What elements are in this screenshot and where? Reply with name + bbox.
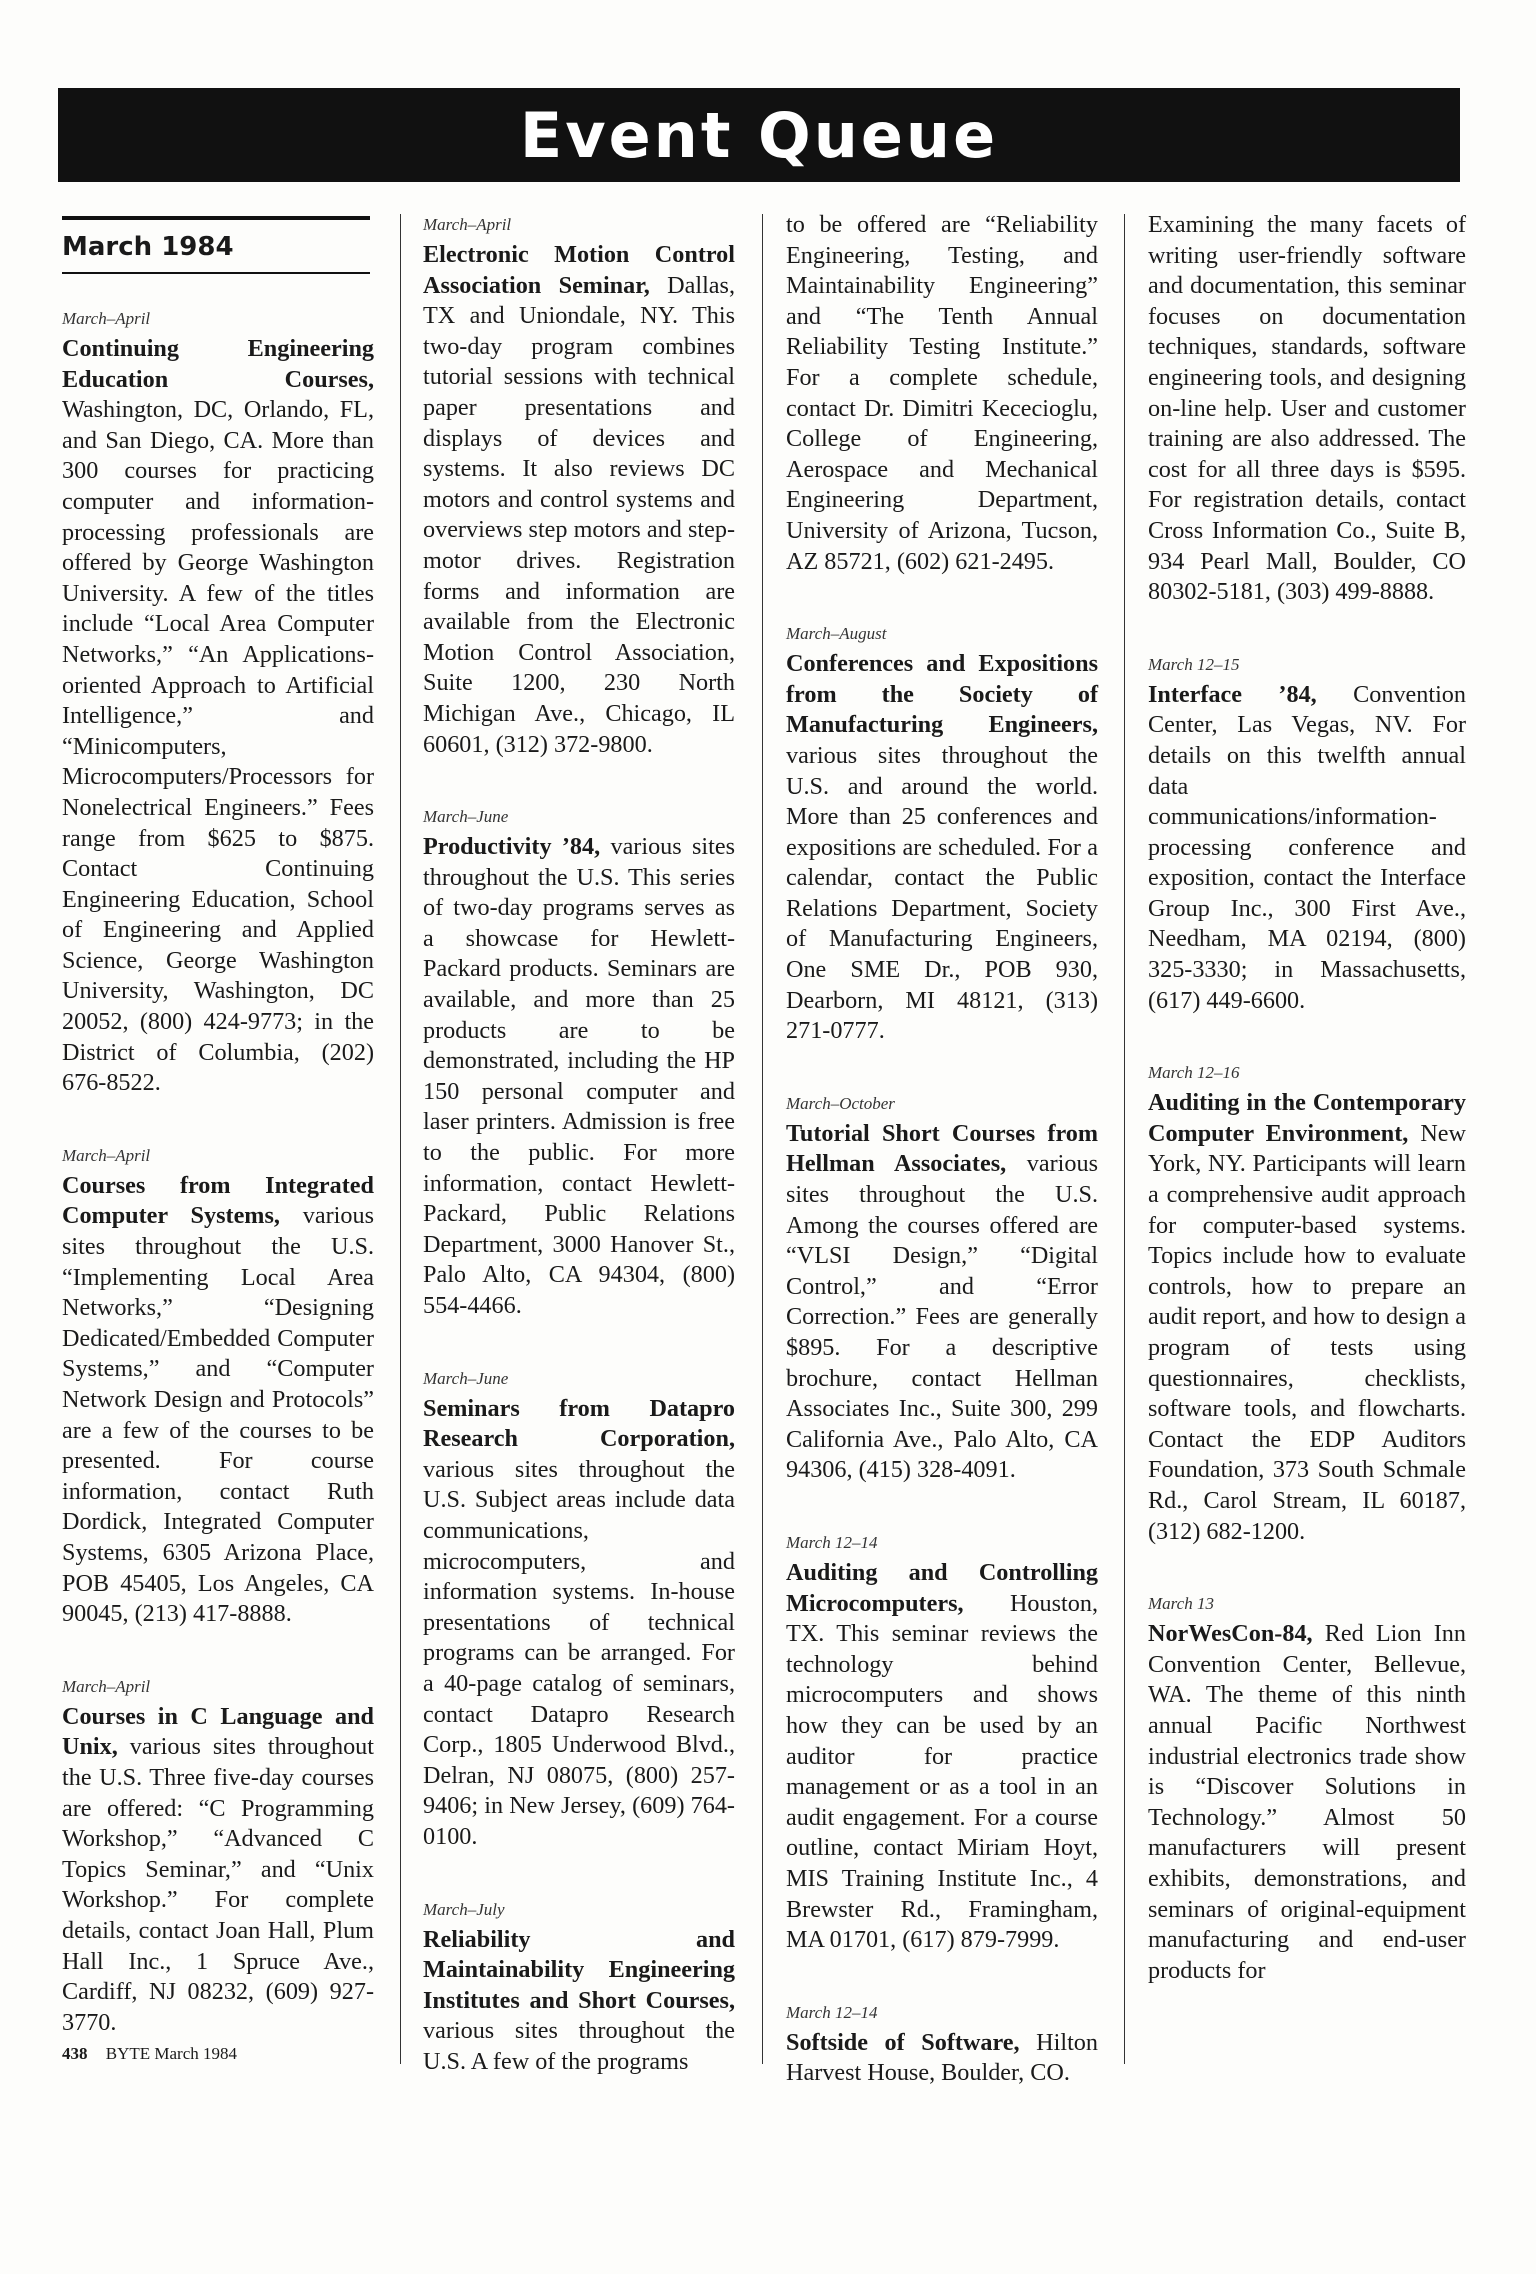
event-text — [62, 1702, 374, 2039]
event-body: Convention Center, Las Vegas, NV. For details on this twelfth annual data communications/information-processing conference and exposition, contact the Interface Group Inc., 300 First Ave., Needham, MA 02194, (800) 325-3330; in Massachusetts, (617) 449-6600. — [1148, 680, 1466, 1014]
event-body: various sites throughout the U.S. A few of the programs — [423, 2017, 735, 2075]
event-title: Courses in C Language and Unix, — [62, 1702, 374, 1761]
column-divider — [400, 214, 401, 2064]
event-body: New York, NY. Participants will learn a comprehensive audit approach for computer-based systems. Topics include how to evaluate controls, how to prepare an audit report, and how to design a program of tests using questionnaires, checklists, software tools, and flowcharts. Contact the EDP Auditors Foundation, 373 South Schmale Rd., Carol Stream, IL 60187, (312) 682-1200. — [1148, 1119, 1466, 1545]
event-date: March 12–14 — [786, 1532, 878, 1552]
event-entry — [423, 214, 735, 760]
event-text — [423, 240, 735, 760]
event-date: March–April — [62, 309, 151, 328]
event-text — [423, 1925, 735, 2078]
event-text — [1148, 680, 1466, 1017]
event-title: Productivity ’84, — [423, 833, 601, 861]
event-date: March–June — [423, 807, 509, 827]
column-divider — [762, 214, 763, 2064]
event-entry — [1148, 1062, 1466, 1547]
event-title: NorWesCon-84, — [1148, 1620, 1313, 1648]
event-body: Examining the many facets of writing user-friendly software and documentation, this seminar focuses on documentation techniques, standards, software engineering tools, and designing on-line help. User and customer training are also addressed. The cost for all three days is $595. For registration details, contact Cross Information Co., Suite B, 934 Pearl Mall, Boulder, CO 80302-5181, (303) 499-8888. — [1148, 211, 1466, 606]
event-entry — [62, 308, 374, 1099]
event-body: to be offered are “Reliability Engineering, Testing, and Maintainability Engineering” and “The Tenth Annual Reliability Testing Institute.” For a complete schedule, contact Dr. Dimitri Kececioglu, College of Engineering, Aerospace and Mechanical Engineering Department, University of Arizona, Tucson, AZ 85721, (602) 621-2495. — [786, 211, 1098, 575]
event-body: various sites throughout the U.S. Subject areas include data communications, microcomputers, and information systems. In-house presentations of technical programs can be arranged. For a 40-page catalog of seminars, contact Datapro Research Corp., 1805 Underwood Blvd., Delran, NJ 08075, (800) 257-9406; in New Jersey, (609) 764-0100. — [423, 1455, 735, 1850]
event-entry — [423, 1368, 735, 1853]
event-title: Auditing in the Contemporary Computer Environment, — [1148, 1089, 1466, 1147]
event-text — [62, 334, 374, 1099]
event-entry — [423, 1899, 735, 2078]
event-entry — [62, 1145, 374, 1630]
event-text — [786, 210, 1098, 577]
event-text — [1148, 1088, 1466, 1547]
event-date: March–April — [423, 215, 512, 234]
event-entry — [786, 623, 1098, 1047]
event-body: Hilton Harvest House, Boulder, CO. — [786, 2028, 1098, 2087]
issue-heading: March 1984 — [62, 216, 370, 274]
event-entry — [1148, 210, 1466, 608]
event-text — [786, 1558, 1098, 1956]
banner-title: Event Queue — [519, 98, 999, 172]
event-title: Interface ’84, — [1148, 680, 1317, 708]
column-divider — [1124, 214, 1125, 2064]
event-entry — [786, 2002, 1098, 2089]
event-entry — [62, 1676, 374, 2039]
event-text — [1148, 210, 1466, 608]
event-text — [786, 649, 1098, 1047]
event-text — [786, 1119, 1098, 1486]
event-title: Seminars from Datapro Research Corporation, — [423, 1394, 735, 1453]
event-title: Electronic Motion Control Association Seminar, — [423, 241, 735, 299]
event-text — [62, 1171, 374, 1630]
event-entry — [786, 1093, 1098, 1486]
event-date: March 12–16 — [1148, 1063, 1240, 1083]
event-text — [423, 832, 735, 1322]
event-text — [786, 2028, 1098, 2089]
page-banner — [58, 88, 1460, 182]
column-3 — [786, 210, 1098, 2270]
event-date: March 12–15 — [1148, 654, 1240, 674]
event-body: Houston, TX. This seminar reviews the technology behind microcomputers and shows how they can be used by an auditor for practice management or as a tool in an audit engagement. For a course outline, contact Miriam Hoyt, MIS Training Institute Inc., 4 Brewster Rd., Framingham, MA 01701, (617) 879-7999. — [786, 1589, 1098, 1954]
event-date: March–June — [423, 1368, 509, 1388]
event-date: March–April — [62, 1145, 151, 1165]
event-entry — [423, 806, 735, 1322]
column-4 — [1148, 210, 1466, 2270]
event-body: Dallas, TX and Uniondale, NY. This two-day program combines tutorial sessions with technical paper presentations and displays of devices and systems. It also reviews DC motors and control systems and overviews step motors and step-motor drives. Registration forms and information are available from the Electronic Motion Control Association, Suite 1200, 230 North Michigan Ave., Chicago, IL 60601, (312) 372-9800. — [423, 271, 736, 758]
event-text — [423, 1394, 735, 1853]
column-1 — [62, 308, 374, 2068]
page-footer — [62, 2044, 237, 2064]
event-date: March–August — [786, 624, 887, 644]
event-title: Tutorial Short Courses from Hellman Associates, — [786, 1119, 1098, 1178]
event-title: Continuing Engineering Education Courses, — [62, 335, 374, 393]
event-entry — [786, 210, 1098, 577]
event-title: Auditing and Controlling Microcomputers, — [786, 1558, 1098, 1617]
event-date: March–July — [423, 1899, 505, 1919]
page-number: 438 — [62, 2044, 88, 2063]
column-2 — [423, 214, 735, 2274]
event-date: March 12–14 — [786, 2002, 878, 2022]
event-body: various sites throughout the U.S. Among the courses offered are “VLSI Design,” “Digital Control,” and “Error Correction.” Fees are generally $895. For a descriptive brochure, contact Hellman Associates Inc., Suite 300, 299 California Ave., Palo Alto, CA 94306, (415) 328-4091. — [786, 1150, 1098, 1484]
event-text — [1148, 1619, 1466, 1986]
event-body: various sites throughout the U.S. and around the world. More than 25 conferences and expositions are scheduled. For a calendar, contact the Public Relations Department, Society of Manufacturing Engineers, One SME Dr., POB 930, Dearborn, MI 48121, (313) 271-0777. — [786, 741, 1098, 1045]
event-date: March–April — [62, 1676, 151, 1696]
event-date: March 13 — [1148, 1594, 1214, 1614]
event-title: Reliability and Maintainability Engineering Institutes and Short Courses, — [423, 1925, 735, 2014]
event-body: Washington, DC, Orlando, FL, and San Diego, CA. More than 300 courses for practicing computer and information-processing professionals are offered by George Washington University. A few of the titles include “Local Area Computer Networks,” “An Applications-oriented Approach to Artificial Intelligence,” and “Minicomputers, Microcomputers/Processors for Nonelectrical Engineers.” Fees range from $625 to $875. Contact Continuing Engineering Education, School of Engineering and Applied Science, George Washington University, Washington, DC 20052, (800) 424-9773; in the District of Columbia, (202) 676-8522. — [62, 396, 374, 1097]
event-body: various sites throughout the U.S. This series of two-day programs serves as a showcase for Hewlett-Packard products. Seminars are available, and more than 25 products are to be demonstrated, including the HP 150 personal computer and laser printers. Admission is free to the public. For more information, contact Hewlett-Packard, Public Relations Department, 3000 Hanover St., Palo Alto, CA 94304, (800) 554-4466. — [423, 833, 735, 1319]
event-body: Red Lion Inn Convention Center, Bellevue, WA. The theme of this ninth annual Pacific Northwest industrial electronics trade show is “Discover Solutions in Technology.” Almost 50 manufacturers will present exhibits, demonstrations, and seminars of original-equipment manufacturing and end-user products for — [1148, 1620, 1466, 1984]
event-body: various sites throughout the U.S. “Implementing Local Area Networks,” “Designing Dedicated/Embedded Computer Systems,” and “Computer Network Design and Protocols” are a few of the courses to be presented. For course information, contact Ruth Dordick, Integrated Computer Systems, 6305 Arizona Place, POB 45405, Los Angeles, CA 90045, (213) 417-8888. — [62, 1202, 374, 1628]
event-title: Conferences and Expositions from the Society of Manufacturing Engineers, — [786, 650, 1098, 739]
event-date: March–October — [786, 1093, 895, 1113]
footer-label: BYTE March 1984 — [105, 2044, 238, 2063]
event-body: various sites throughout the U.S. Three five-day courses are offered: “C Programming Workshop,” “Advanced C Topics Seminar,” and “Unix Workshop.” For complete details, contact Joan Hall, Plum Hall Inc., 1 Spruce Ave., Cardiff, NJ 08232, (609) 927-3770. — [62, 1733, 374, 2036]
event-entry — [1148, 1593, 1466, 1986]
event-entry — [1148, 654, 1466, 1017]
event-title: Courses from Integrated Computer Systems, — [62, 1171, 374, 1230]
event-entry — [786, 1532, 1098, 1956]
event-title: Softside of Software, — [786, 2028, 1020, 2056]
